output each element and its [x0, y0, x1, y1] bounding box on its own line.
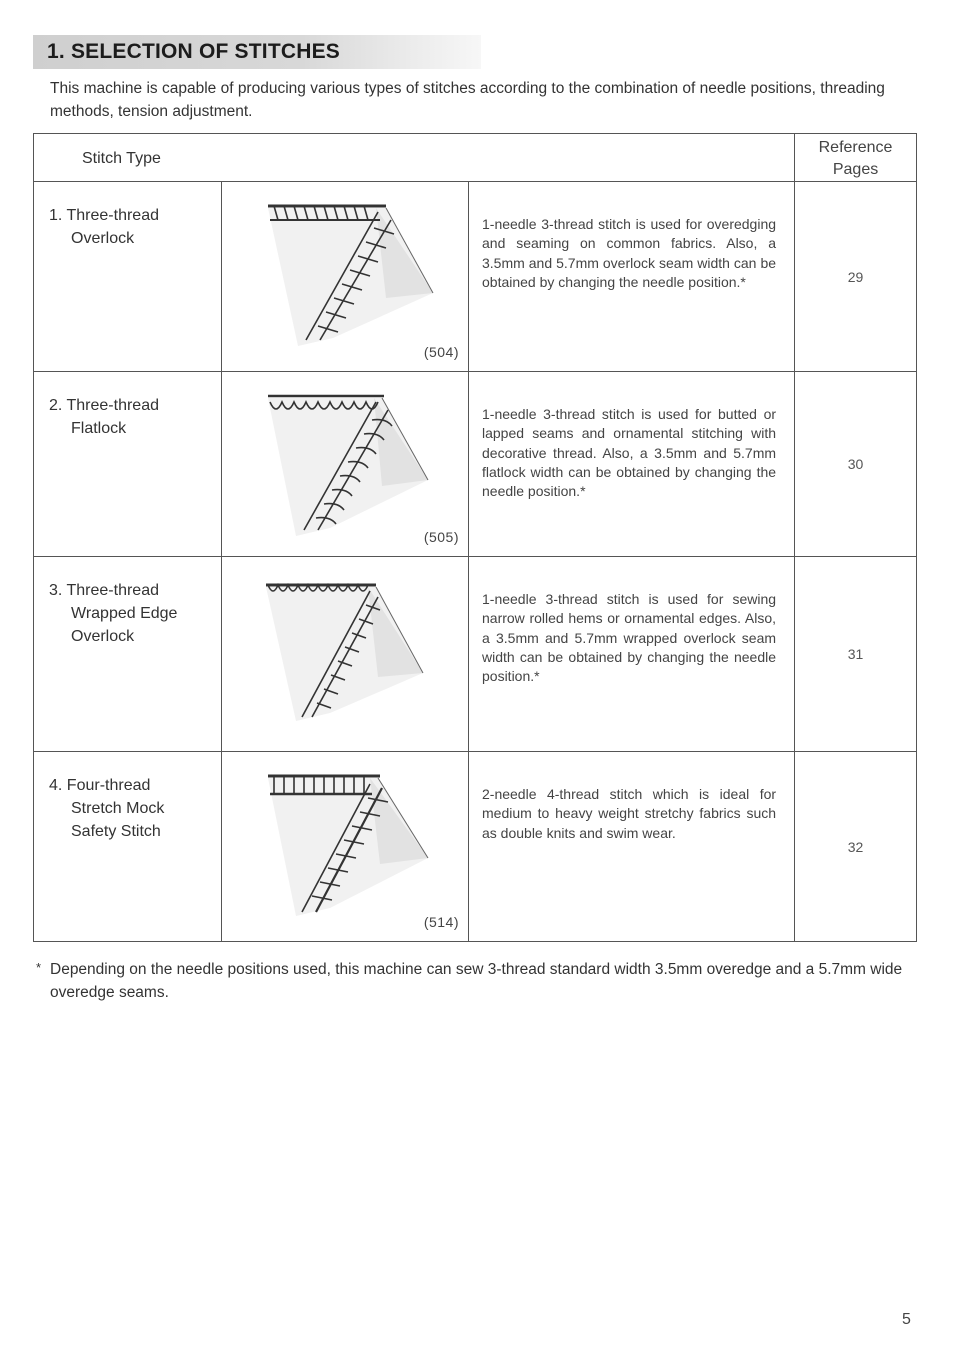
- three-thread-overlock-illustration: [258, 198, 438, 348]
- footnote-mark: *: [36, 960, 42, 975]
- reference-page: 32: [795, 752, 917, 942]
- stitch-description: 1-needle 3-thread stitch is used for overedging and seaming on common fabrics. Also, a 3.5mm and 5.7mm overlock seam width can be obtained by changing the needle position.*: [469, 182, 795, 372]
- header-reference-line2: Pages: [832, 161, 879, 178]
- stitch-name-line3: Overlock: [71, 628, 135, 645]
- stitch-description: 1-needle 3-thread stitch is used for butted or lapped seams and ornamental stitching with decorative thread. Also, a 3.5mm and 5.7mm flatlock width can be obtained by changing the needle position.*: [469, 372, 795, 557]
- stitch-illustration-cell: [222, 557, 469, 752]
- stitch-code: (514): [423, 914, 459, 930]
- four-thread-stretch-mock-illustration: [258, 768, 438, 918]
- stitch-illustration-cell: [222, 182, 469, 372]
- stitch-name-line1: 2. Three-thread: [49, 397, 159, 414]
- three-thread-flatlock-illustration: [258, 388, 438, 538]
- reference-page: 30: [795, 372, 917, 557]
- header-reference-pages: [795, 134, 917, 182]
- wrapped-edge-overlock-illustration: [258, 573, 438, 723]
- stitch-name-line2: Wrapped Edge: [71, 605, 178, 622]
- section-title-text: 1. SELECTION OF STITCHES: [47, 40, 340, 63]
- stitch-code: (505): [423, 529, 459, 545]
- stitch-name-line1: 1. Three-thread: [49, 207, 159, 224]
- stitch-name: [34, 372, 222, 557]
- stitch-name: [34, 752, 222, 942]
- intro-paragraph: This machine is capable of producing various types of stitches according to the combination of needle positions, threading methods, tension adjustment.: [50, 80, 885, 120]
- reference-page: 29: [795, 182, 917, 372]
- table-row: [34, 182, 917, 372]
- table-row: [34, 557, 917, 752]
- section-title: [33, 35, 481, 69]
- reference-page: 31: [795, 557, 917, 752]
- page-number: 5: [902, 1311, 911, 1328]
- stitch-name: [34, 557, 222, 752]
- stitch-name: [34, 182, 222, 372]
- table-header-row: [34, 134, 917, 182]
- table-row: [34, 372, 917, 557]
- stitch-description: 2-needle 4-thread stitch which is ideal for medium to heavy weight stretchy fabrics such as double knits and swim wear.: [469, 752, 795, 942]
- stitch-description: 1-needle 3-thread stitch is used for sewing narrow rolled hems or ornamental edges. Also, a 3.5mm and 5.7mm wrapped overlock seam width can be obtained by changing the needle position.*: [469, 557, 795, 752]
- header-stitch-type: Stitch Type: [34, 134, 795, 182]
- stitch-illustration-cell: [222, 372, 469, 557]
- table-row: [34, 752, 917, 942]
- stitch-name-line2: Overlock: [71, 230, 135, 247]
- stitch-name-line1: 4. Four-thread: [49, 777, 151, 794]
- stitch-illustration-cell: [222, 752, 469, 942]
- stitch-name-line2: Stretch Mock: [71, 800, 165, 817]
- stitch-name-line2: Flatlock: [71, 420, 127, 437]
- stitch-table: [33, 133, 917, 942]
- footnote-text: Depending on the needle positions used, this machine can sew 3-thread standard width 3.5mm overedge and a 5.7mm wide overedge seams.: [50, 961, 903, 1001]
- stitch-name-line1: 3. Three-thread: [49, 582, 159, 599]
- stitch-code: (504): [423, 344, 459, 360]
- footnote: [36, 958, 920, 1004]
- header-reference-line1: Reference: [818, 139, 893, 156]
- stitch-name-line3: Safety Stitch: [71, 823, 161, 840]
